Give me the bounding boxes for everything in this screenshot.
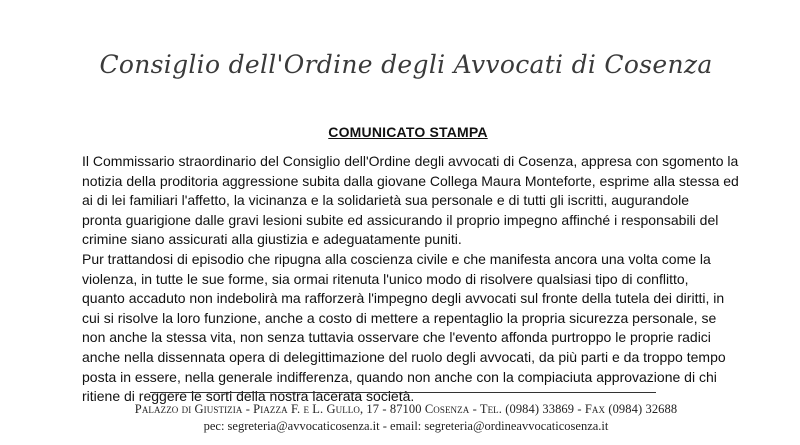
body-line: Pur trattandosi di episodio che ripugna alla coscienza civile e che manifesta ancora una volta come la bbox=[82, 250, 711, 267]
footer-address: Palazzo di Giustizia - Piazza F. e L. Gullo, 17 - 87100 Cosenza - Tel. (0984) 33869 - Fax (0984) 32688 bbox=[134, 402, 678, 416]
body-line: anche nella dissennata opera di delegittimazione del ruolo degli avvocati, da più parti e da troppo tempo bbox=[82, 348, 726, 365]
body-line: non anche la stessa vita, non senza tuttavia osservare che l'evento affonda purtroppo le proprie radici bbox=[82, 329, 711, 346]
body-line: crimine siano assicurati alla giustizia e adeguatamente puniti. bbox=[82, 231, 462, 248]
body-line: posta in essere, nella generale indifferenza, quando non anche con la compiaciuta approvazione di chi bbox=[82, 368, 717, 385]
footer-divider bbox=[150, 392, 656, 393]
body-line: violenza, in tutte le sue forme, sia ormai ritenuta l'unico modo di risolvere qualsiasi tipo di conflitto, bbox=[82, 270, 689, 287]
body-line: quanto accaduto non indebolirà ma rafforzerà l'impegno degli avvocati sul fronte della tutela dei diritti, in bbox=[82, 290, 725, 307]
body-line: notizia della proditoria aggressione subita dalla giovane Collega Maura Monteforte, esprime alla stessa ed bbox=[82, 172, 739, 189]
body-line: Il Commissario straordinario del Consiglio dell'Ordine degli avvocati di Cosenza, appresa con sgomento la bbox=[82, 153, 739, 169]
body-line: cui si risolve la loro funzione, anche a costo di mettere a repentaglio la propria sicurezza personale, se bbox=[82, 309, 717, 326]
body-line: ai di lei familiari l'affetto, la vicinanza e la solidarietà sua personale e di tutti gli iscritti, augurandole bbox=[82, 192, 690, 209]
document-heading: COMUNICATO STAMPA bbox=[328, 124, 488, 140]
letterhead-title: Consiglio dell'Ordine degli Avvocati di Cosenza bbox=[99, 50, 713, 79]
body-line: ritiene di reggere le sorti della nostra lacerata società. bbox=[82, 388, 415, 405]
body-line: pronta guarigione dalle gravi lesioni subite ed assicurando il proprio impegno affinché i responsabili del bbox=[82, 211, 719, 228]
body-paragraphs bbox=[82, 152, 772, 407]
footer-contacts: pec: segreteria@avvocaticosenza.it - email: segreteria@ordineavvocaticosenza.it bbox=[203, 419, 609, 433]
